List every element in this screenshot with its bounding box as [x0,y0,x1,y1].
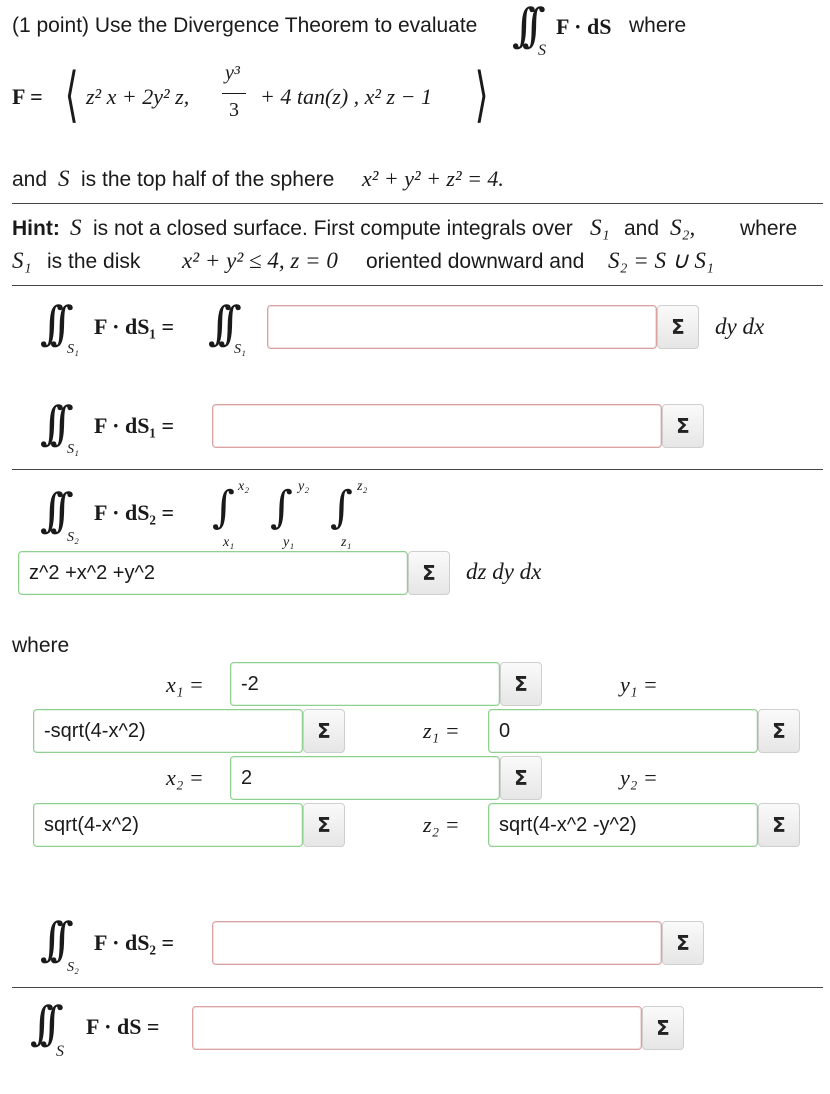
dz-dy-dx-label: dz dy dx [466,559,542,584]
sigma-button[interactable]: Σ [662,921,704,965]
surface-and: and [12,168,48,191]
f-ds1-label: F · dS₁ = [94,413,175,438]
hint-orientation-text: oriented downward and [366,250,585,273]
y2-label: y₂ = [620,765,658,790]
fraction-bar [222,93,246,94]
surface-integral-symbol: ∫∫ [40,483,60,537]
problem-where: where [629,14,687,37]
hint-union: S₂ = S ∪ S₁ [608,248,714,273]
value-s2-input[interactable] [212,921,662,965]
value-s1-input[interactable] [212,404,662,448]
integrand-s1-input[interactable] [267,305,657,349]
z1-input[interactable] [488,709,758,753]
y2-input[interactable] [33,803,303,847]
sigma-button[interactable]: Σ [662,404,704,448]
hint-disk-text: is the disk [47,250,141,273]
integral-subscript-s1: S₁ [67,442,79,457]
f-ds-label: F · dS = [86,1014,160,1039]
limit-z2: z₂ [357,479,368,494]
surface-integral-symbol: ∫∫ [40,296,60,350]
dy-dx-label: dy dx [715,314,765,339]
surface-integral-symbol: ∫∫ [512,0,532,52]
divider-2 [12,285,823,286]
sigma-button[interactable]: Σ [758,803,800,847]
f-definition-lhs: F = [12,84,43,109]
where-label: where [12,634,70,657]
integrand-s2-input[interactable] [18,551,408,595]
hint-s2: S₂, [670,215,696,240]
hint-s: S [70,215,82,240]
hint-and: and [624,217,660,240]
left-angle-bracket: ⟨ [64,62,79,128]
z1-label: z₁ = [423,718,460,743]
f-ds2-label: F · dS₂ = [94,930,175,955]
problem-f-ds: F · dS [556,14,612,39]
integral-z: ∫ [330,482,353,533]
value-s-input[interactable] [192,1006,642,1050]
hint-s1-line2: S₁ [12,248,32,273]
integral-subscript-s1: S₁ [234,342,246,357]
surface-symbol: S [58,166,70,191]
hint-label: Hint: [12,217,60,240]
x1-input[interactable] [230,662,500,706]
surface-integral-symbol: ∫∫ [40,396,60,450]
integral-subscript-s: S [56,1043,64,1060]
integral-y: ∫ [270,482,293,533]
y1-label: y₁ = [620,672,658,697]
sigma-button[interactable]: Σ [303,803,345,847]
limit-z1: z₁ [341,535,352,550]
surface-integral-symbol: ∫∫ [30,996,50,1050]
surface-integral-symbol: ∫∫ [40,912,60,966]
limit-y2: y₂ [298,479,310,494]
sigma-button[interactable]: Σ [408,551,450,595]
integral-subscript-s1: S₁ [67,342,79,357]
f-ds1-label: F · dS₁ = [94,314,175,339]
sigma-button[interactable]: Σ [758,709,800,753]
integral-subscript-s2: S₂ [67,960,79,975]
sigma-button[interactable]: Σ [657,305,699,349]
f-component-2-rest: + 4 tan(z) , x² z − 1 [260,84,432,109]
integral-subscript-s2: S₂ [67,530,79,545]
divider-1 [12,203,823,204]
x1-label: x₁ = [166,672,204,697]
integral-x: ∫ [212,482,235,533]
limit-y1: y₁ [283,535,295,550]
hint-s1: S₁ [590,215,610,240]
x2-label: x₂ = [166,765,204,790]
z2-input[interactable] [488,803,758,847]
f-ds2-label: F · dS₂ = [94,500,175,525]
divider-3 [12,469,823,470]
hint-disk-equation: x² + y² ≤ 4, z = 0 [182,248,338,273]
sigma-button[interactable]: Σ [500,756,542,800]
sphere-equation: x² + y² + z² = 4. [362,166,504,191]
double-integral-symbol: ∫∫ [208,296,228,350]
right-angle-bracket: ⟩ [474,62,489,128]
f-component-2-denominator: 3 [229,99,239,121]
divider-4 [12,987,823,988]
integral-subscript-s: S [538,42,546,59]
problem-intro: (1 point) Use the Divergence Theorem to evaluate [12,14,478,37]
f-component-1: z² x + 2y² z, [86,84,190,109]
sigma-button[interactable]: Σ [500,662,542,706]
z2-label: z₂ = [423,812,460,837]
sigma-button[interactable]: Σ [642,1006,684,1050]
hint-where: where [740,217,798,240]
hint-line1-text: is not a closed surface. First compute integrals over [93,217,573,240]
x2-input[interactable] [230,756,500,800]
sigma-button[interactable]: Σ [303,709,345,753]
y1-input[interactable] [33,709,303,753]
limit-x2: x₂ [238,479,250,494]
surface-description: is the top half of the sphere [81,168,335,191]
f-component-2-numerator: y³ [225,62,240,84]
limit-x1: x₁ [223,535,235,550]
